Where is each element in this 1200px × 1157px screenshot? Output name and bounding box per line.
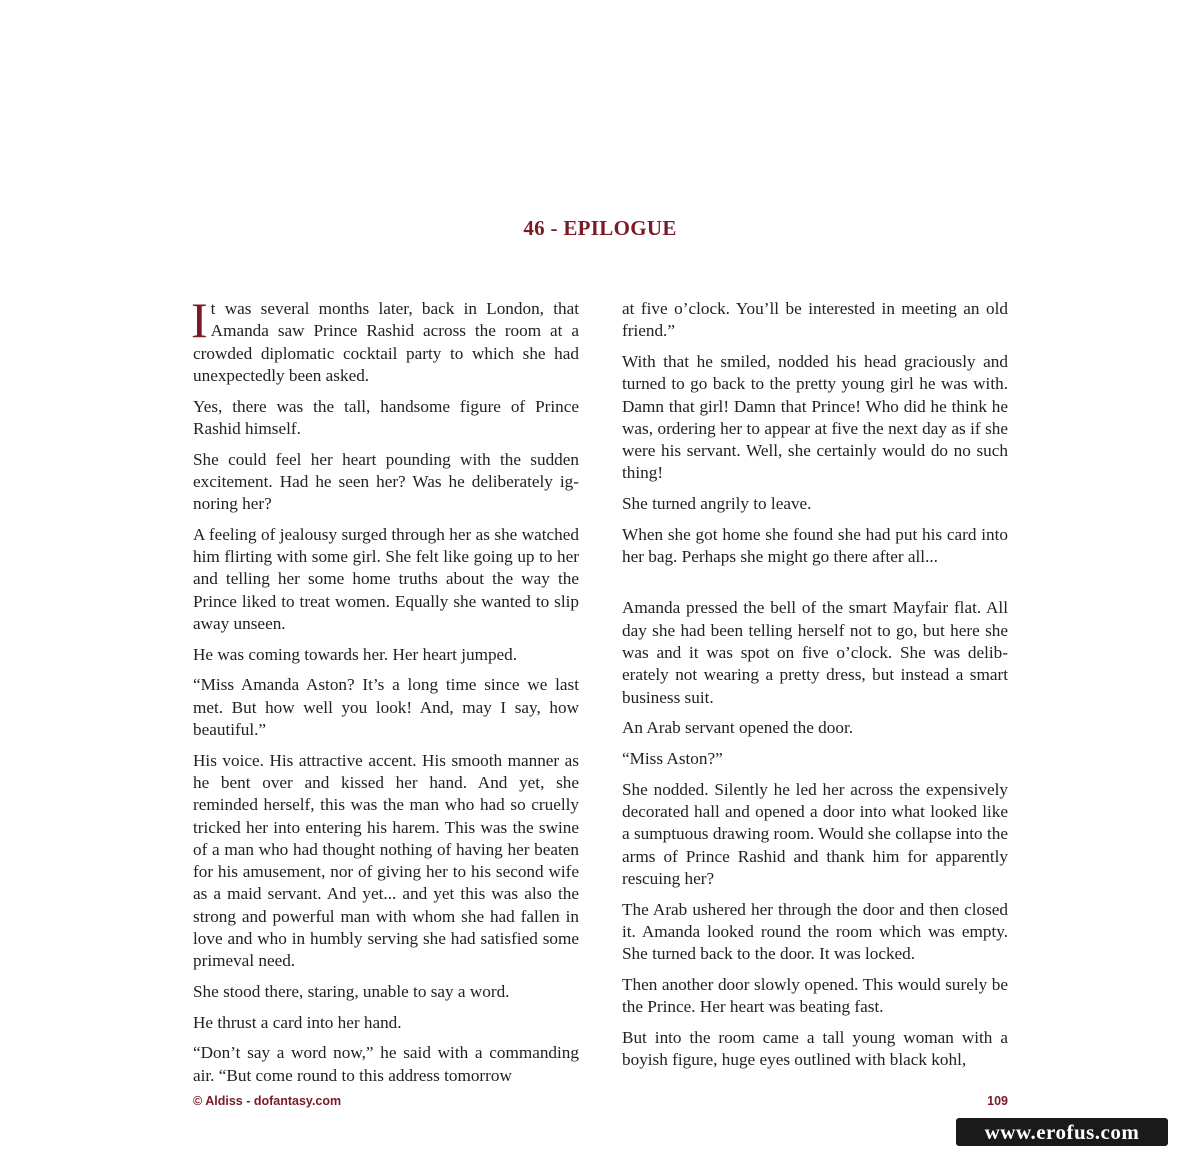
copyright-footer: © Aldiss - dofantasy.com [193, 1094, 342, 1108]
paragraph: A feeling of jealousy surged through her as she watched him flirting with some girl. She felt like going up to her and telling her some home truths about the way the Prince liked to treat women. Equally she wanted to slip away unseen. [193, 524, 579, 634]
paragraph: She could feel her heart pounding with the sudden excitement. Had he seen her? Was he deliberately ignoring her? [193, 449, 579, 514]
paragraph-text: t was several months later, back in London, that Amanda saw Prince Rashid across the room at a crowded diplomatic cocktail party to which she had unexpectedly been asked. [193, 299, 579, 385]
paragraph: Amanda pressed the bell of the smart Mayfair flat. All day she had been telling herself not to go, but here she was and it was spot on five o’clock. She was deliberately not wearing a pretty dress, but instead a smart business suit. [622, 598, 1008, 707]
paragraph: Then another door slowly opened. This would surely be the Prince. Her heart was beating fast. [622, 974, 1008, 1017]
paragraph: But into the room came a tall young woman with a boyish figure, huge eyes outlined with black kohl, [622, 1027, 1008, 1070]
paragraph: “Miss Aston?” [622, 749, 723, 768]
paragraph: She stood there, staring, unable to say a word. [193, 982, 510, 1002]
page-number: 109 [987, 1094, 1008, 1108]
paragraph: “Don’t say a word now,” he said with a commanding air. “But come round to this address tomorrow [193, 1043, 579, 1085]
paragraph: His voice. His attractive accent. His smooth manner as he bent over and kissed her hand. And yet, she reminded herself, this was the man who had so cruelly tricked her into entering his harem. This was the swine of a man who had thought nothing of having her beaten for his amusement, nor of giving her to his second wife as a maid servant. And yet... and yet this was also the strong and powerful man with whom she had fallen in love and who in humbly serving she had satisfied some primeval need. [193, 750, 579, 971]
paragraph: He was coming towards her. Her heart jumped. [193, 644, 518, 664]
paragraph: “Miss Amanda Aston? It’s a long time since we last met. But how well you look! And, may I say, how beautiful.” [193, 675, 579, 739]
paragraph: With that he smiled, nodded his head graciously and turned to go back to the pretty young girl he was with. Damn that girl! Damn that Prince! Who did he think he was, ordering her to appear at five the next day as if she were his servant. Well, she certainly would do no such thing! [622, 351, 1008, 483]
right-column [622, 298, 1008, 1080]
paragraph: When she got home she found she had put his card into her bag. Perhaps she might go there after all... [622, 524, 1008, 567]
paragraph: An Arab servant opened the door. [622, 718, 854, 738]
left-column [191, 292, 579, 1095]
paragraph: She nodded. Silently he led her across the expensively decorated hall and opened a door into what looked like a sumptuous drawing room. Would she collapse into the arms of Prince Rashid and thank him for apparently rescuing her? [622, 779, 1008, 888]
watermark: www.erofus.com [956, 1118, 1168, 1146]
paragraph: He thrust a card into her hand. [193, 1012, 402, 1032]
paragraph: She turned angrily to leave. [622, 494, 812, 514]
paragraph: Yes, there was the tall, handsome figure of Prince Rashid himself. [193, 396, 579, 438]
drop-cap: I [191, 292, 208, 348]
chapter-title: 46 - EPILOGUE [523, 216, 677, 240]
paragraph [191, 292, 579, 387]
paragraph: at five o’clock. You’ll be interested in meeting an old friend.” [622, 299, 1008, 341]
paragraph: The Arab ushered her through the door and then closed it. Amanda looked round the room which was empty. She turned back to the door. It was locked. [622, 899, 1008, 964]
